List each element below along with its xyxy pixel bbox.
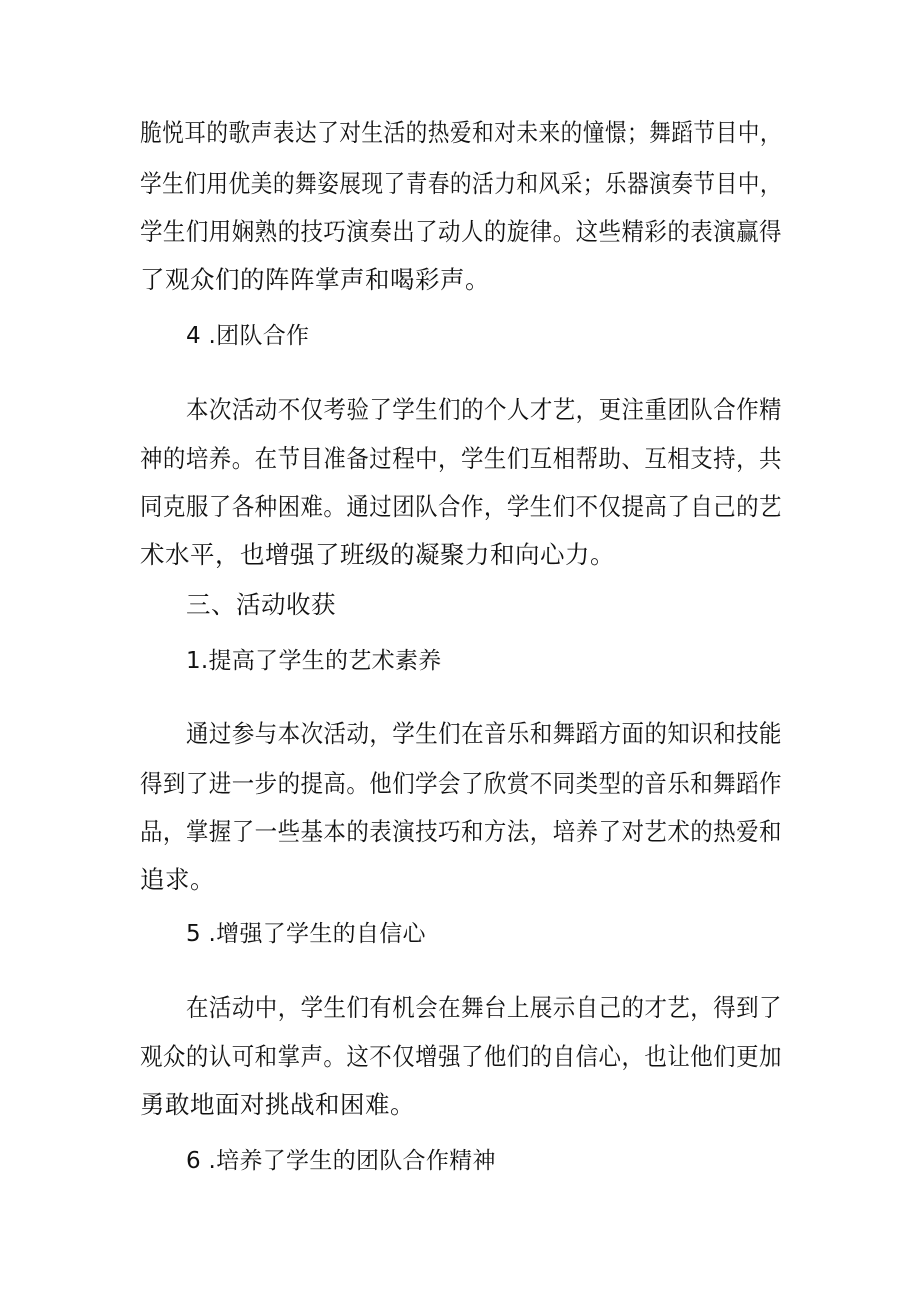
subheading-team-spirit: 6 .培养了学生的团队合作精神 (186, 1148, 496, 1174)
paragraph-line: 学生们用娴熟的技巧演奏出了动人的旋律。这些精彩的表演赢得 (140, 217, 782, 246)
subheading-confidence: 5 .增强了学生的自信心 (186, 921, 426, 947)
paragraph-line: 了观众们的阵阵掌声和喝彩声。 (140, 265, 490, 294)
paragraph-line: 观众的认可和掌声。这不仅增强了他们的自信心，也让他们更加 (140, 1042, 782, 1071)
paragraph-line: 学生们用优美的舞姿展现了青春的活力和风采；乐器演奏节目中， (140, 169, 782, 198)
paragraph-line: 通过参与本次活动，学生们在音乐和舞蹈方面的知识和技能 (186, 719, 782, 748)
paragraph-line: 得到了进一步的提高。他们学会了欣赏不同类型的音乐和舞蹈作 (140, 769, 782, 798)
paragraph-line: 勇敢地面对挑战和困难。 (140, 1090, 415, 1119)
paragraph-line: 术水平，也增强了班级的凝聚力和向心力。 (140, 540, 615, 569)
paragraph-line: 同克服了各种困难。通过团队合作，学生们不仅提高了自己的艺 (140, 492, 782, 521)
paragraph-line: 脆悦耳的歌声表达了对生活的热爱和对未来的憧憬；舞蹈节目中， (140, 118, 782, 147)
section-heading-teamwork: 4 .团队合作 (186, 323, 310, 349)
paragraph-line: 在活动中，学生们有机会在舞台上展示自己的才艺，得到了 (186, 993, 782, 1022)
paragraph-line: 本次活动不仅考验了学生们的个人才艺，更注重团队合作精 (186, 395, 782, 424)
paragraph-line: 追求。 (140, 865, 215, 894)
section-title-outcomes: 三、活动收获 (186, 590, 336, 619)
subheading-art-literacy: 1.提高了学生的艺术素养 (186, 648, 442, 674)
paragraph-line: 品，掌握了一些基本的表演技巧和方法，培养了对艺术的热爱和 (140, 817, 782, 846)
paragraph-line: 神的培养。在节目准备过程中，学生们互相帮助、互相支持，共 (140, 444, 782, 473)
